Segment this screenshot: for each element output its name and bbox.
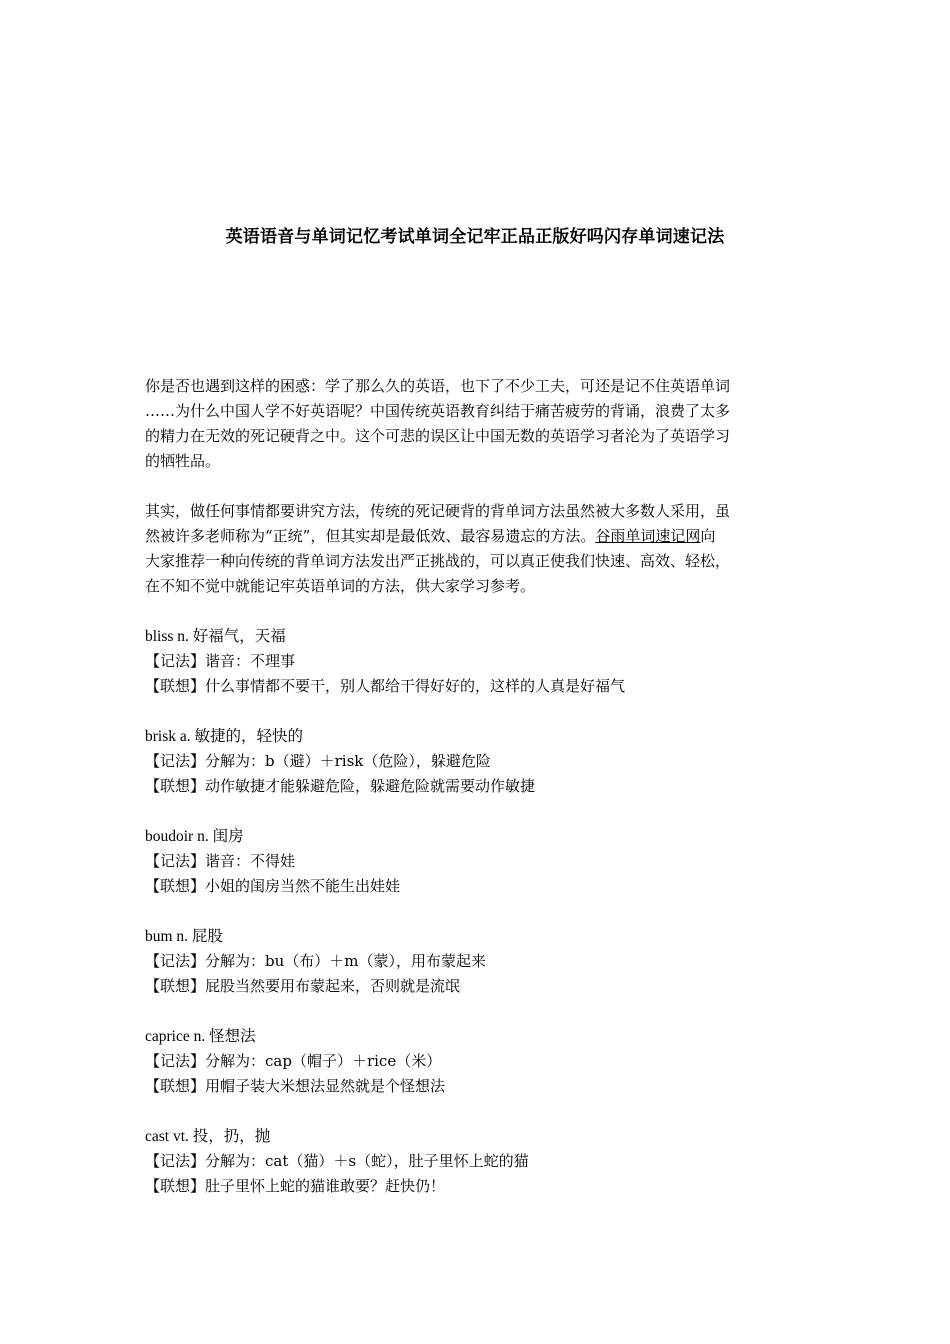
entry-method: 【记法】谐音：不理事 — [145, 652, 296, 670]
entry-headword: bum n. 屁股 — [145, 928, 223, 945]
text-line: 在不知不觉中就能记牢英语单词的方法，供大家学习参考。 — [145, 577, 536, 595]
text-line: 的精力在无效的死记硬背之中。这个可悲的误区让中国无数的英语学习者沦为了英语学习 — [145, 427, 731, 445]
entry-headword: caprice n. 怪想法 — [145, 1028, 256, 1045]
entry-method: 【记法】谐音：不得娃 — [145, 852, 296, 870]
text-line: 其实，做任何事情都要讲究方法，传统的死记硬背的背单词方法虽然被大多数人采用，虽 — [145, 502, 731, 520]
vocab-entry — [145, 1124, 807, 1199]
entry-headword: cast vt. 投，扔，抛 — [145, 1128, 271, 1145]
text-segment: 向 — [700, 527, 716, 545]
text-line-with-link — [145, 524, 807, 549]
entry-method: 【记法】分解为：b（避）＋risk（危险），躲避危险 — [145, 752, 491, 770]
document-body — [145, 374, 807, 1224]
text-line: 的牺牲品。 — [145, 452, 221, 470]
entry-headword: brisk a. 敏捷的，轻快的 — [145, 728, 304, 745]
entry-association: 【联想】动作敏捷才能躲避危险，躲避危险就需要动作敏捷 — [145, 777, 536, 795]
entry-method: 【记法】分解为：bu（布）＋m（蒙），用布蒙起来 — [145, 952, 486, 970]
entry-method: 【记法】分解为：cat（猫）＋s（蛇），肚子里怀上蛇的猫 — [145, 1152, 529, 1170]
text-line: 大家推荐一种向传统的背单词方法发出严正挑战的，可以真正使我们快速、高效、轻松， — [145, 552, 731, 570]
intro-paragraph-2 — [145, 499, 807, 599]
entry-headword: bliss n. 好福气，天福 — [145, 628, 286, 645]
text-segment: 然被许多老师称为“正统”，但其实却是最低效、最容易遗忘的方法。 — [145, 527, 596, 545]
text-line: 你是否也遇到这样的困惑：学了那么久的英语，也下了不少工夫，可还是记不住英语单词 — [145, 377, 731, 395]
entry-method: 【记法】分解为：cap（帽子）＋rice（米） — [145, 1052, 442, 1070]
entry-association: 【联想】什么事情都不要干，别人都给干得好好的，这样的人真是好福气 — [145, 677, 626, 695]
entry-association: 【联想】屁股当然要用布蒙起来，否则就是流氓 — [145, 977, 461, 995]
vocab-entry — [145, 624, 807, 699]
entry-association: 【联想】用帽子装大米想法显然就是个怪想法 — [145, 1077, 446, 1095]
entry-headword: boudoir n. 闺房 — [145, 828, 244, 845]
vocab-entry — [145, 924, 807, 999]
text-line: ……为什么中国人学不好英语呢？中国传统英语教育纠结于痛苦疲劳的背诵，浪费了太多 — [145, 402, 731, 420]
vocab-entry — [145, 724, 807, 799]
document-title: 英语语音与单词记忆考试单词全记牢正品正版好吗闪存单词速记法 — [225, 227, 725, 247]
intro-paragraph-1 — [145, 374, 807, 474]
entry-association: 【联想】小姐的闺房当然不能生出娃娃 — [145, 877, 401, 895]
vocab-entry — [145, 1024, 807, 1099]
entry-association: 【联想】肚子里怀上蛇的猫谁敢要？赶快仍！ — [145, 1177, 446, 1195]
site-link[interactable]: 谷雨单词速记网 — [595, 527, 701, 545]
vocab-entry — [145, 824, 807, 899]
